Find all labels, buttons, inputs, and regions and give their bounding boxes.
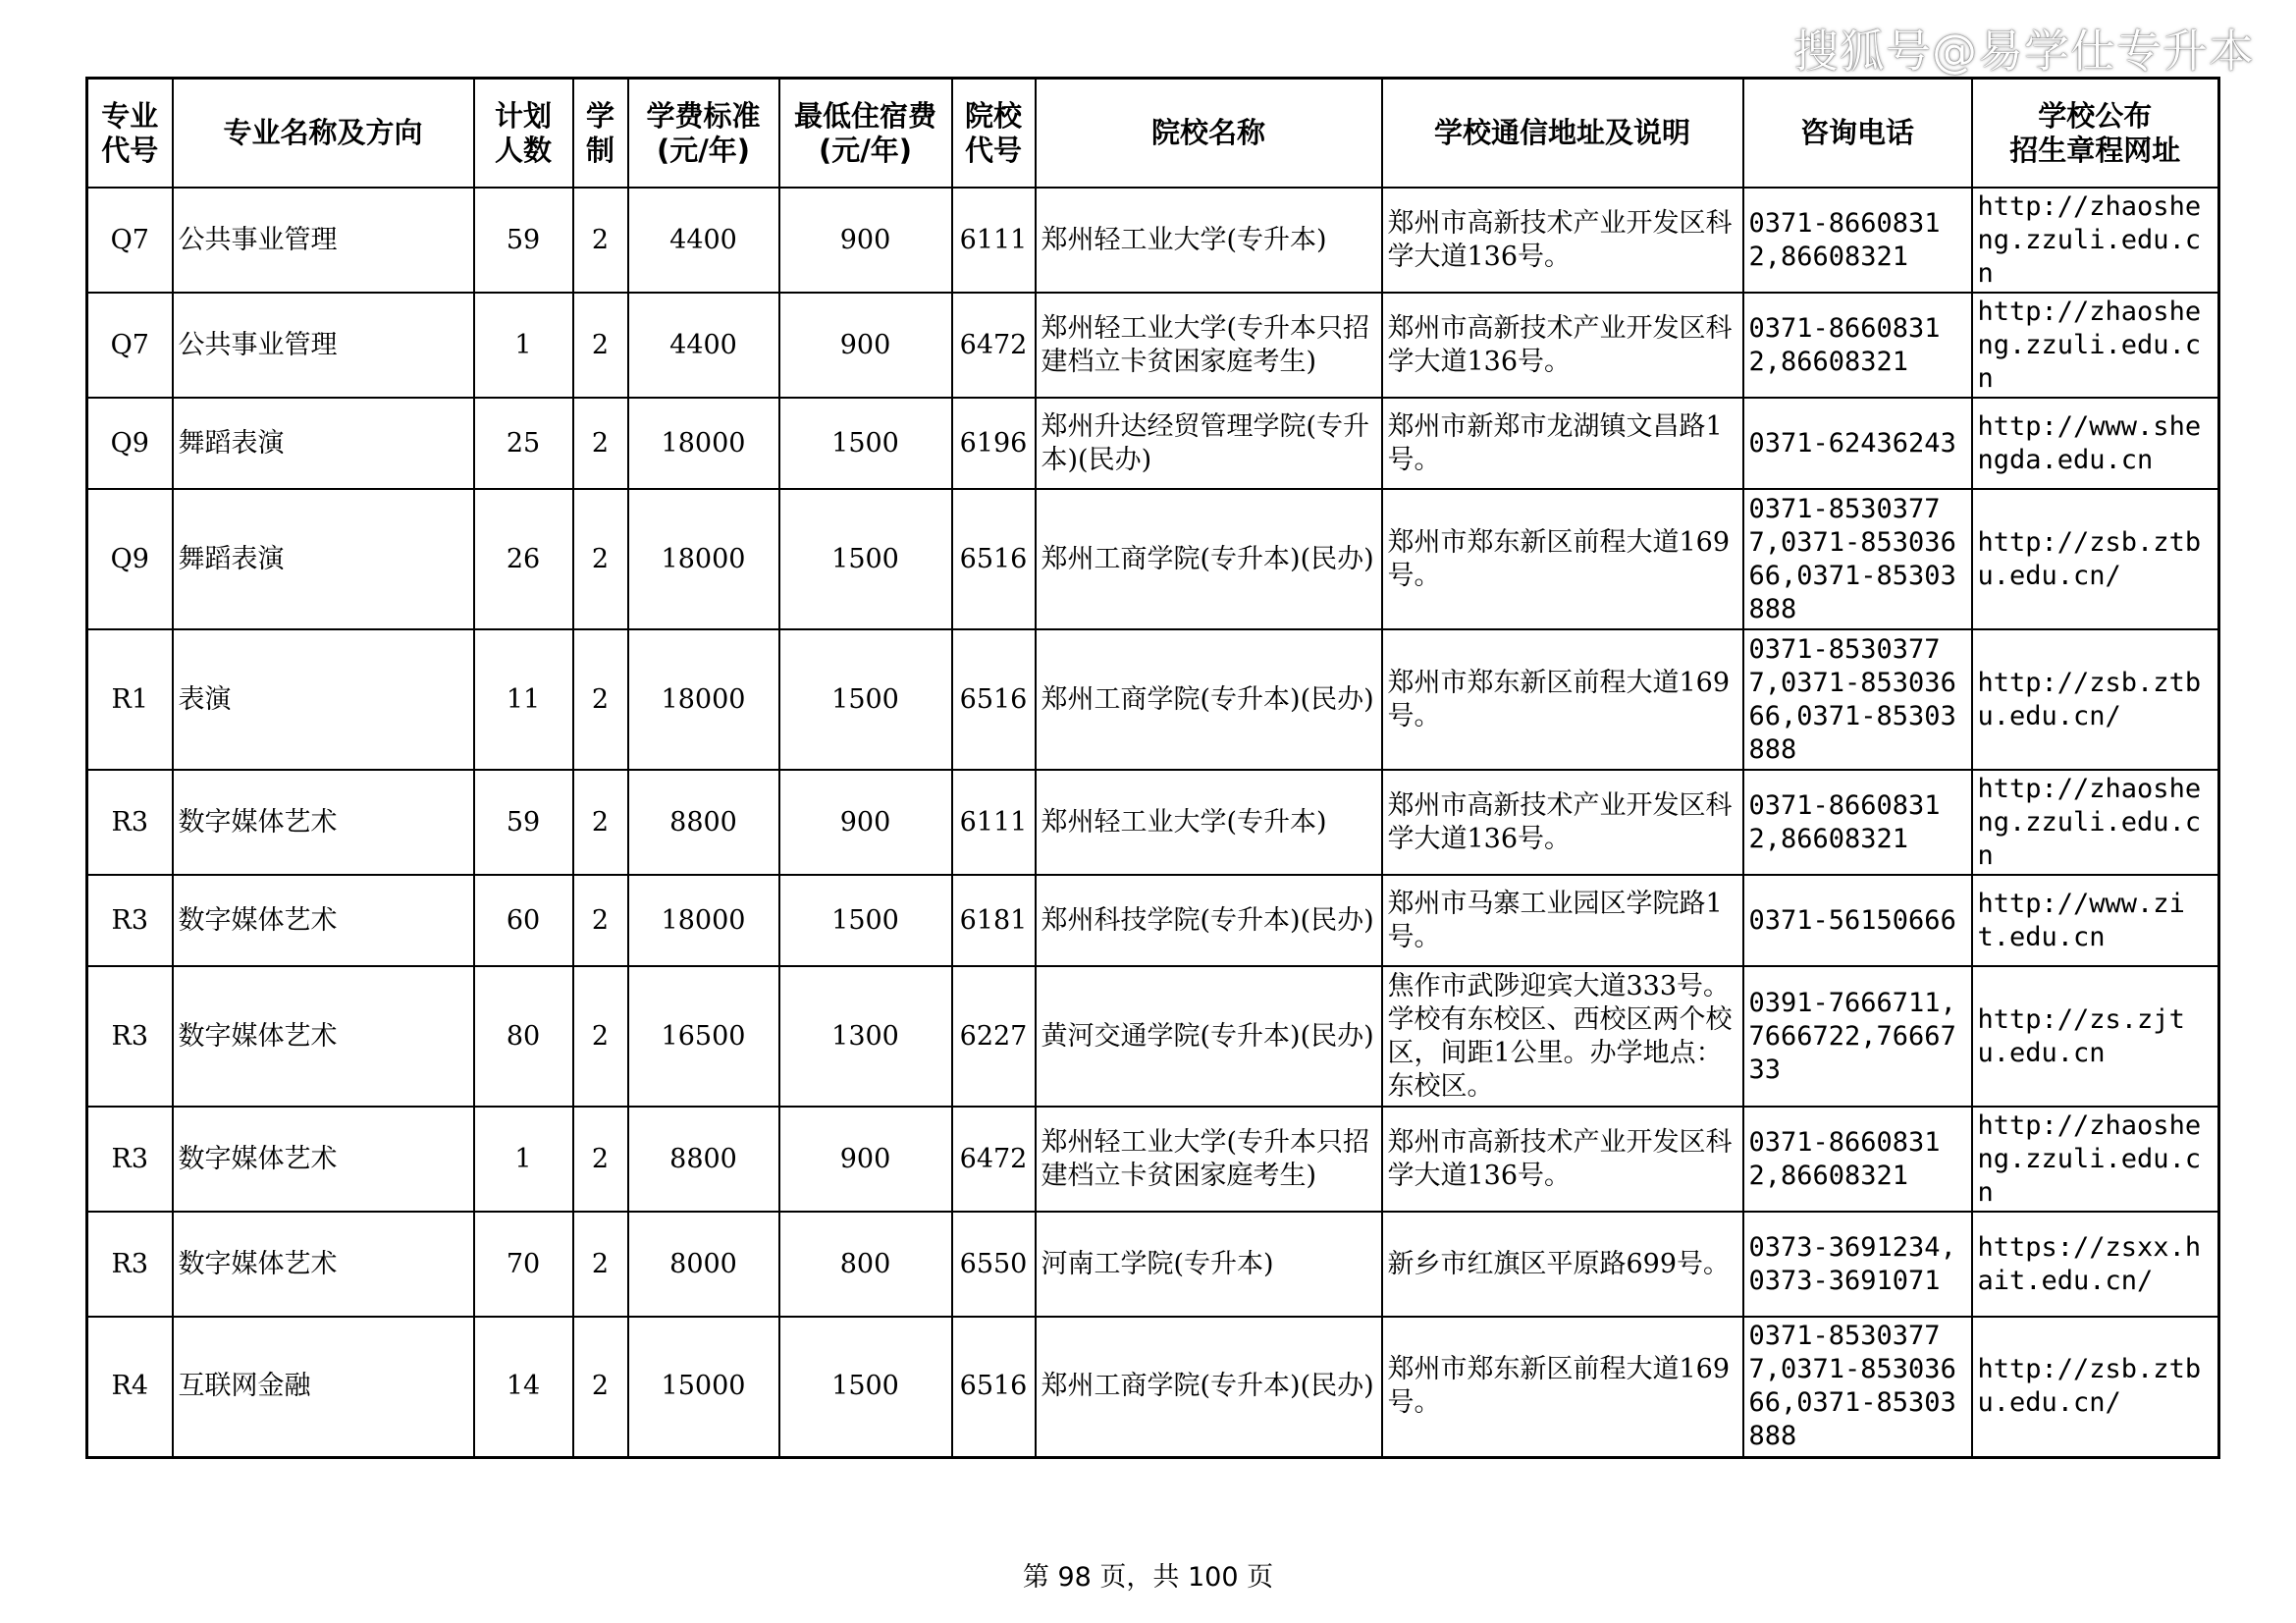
plan-count-cell: 11: [474, 629, 573, 770]
tuition-cell: 18000: [628, 875, 779, 966]
plan-count-cell: 59: [474, 770, 573, 875]
header-url: 学校公布 招生章程网址: [1972, 79, 2219, 189]
years-cell: 2: [573, 875, 628, 966]
plan-count-cell: 25: [474, 398, 573, 489]
tuition-cell: 8800: [628, 770, 779, 875]
tuition-cell: 18000: [628, 629, 779, 770]
phone-cell: 0391-7666711,7666722,7666733: [1743, 966, 1972, 1107]
plan-count-cell: 1: [474, 1107, 573, 1212]
table-row: [87, 966, 2219, 1107]
plan-count-cell: 59: [474, 188, 573, 293]
table-row: [87, 1212, 2219, 1317]
school-code-cell: 6472: [952, 293, 1036, 398]
table-row: [87, 489, 2219, 629]
major-code-cell: Q7: [87, 293, 173, 398]
url-cell: http://www.shengda.edu.cn: [1972, 398, 2219, 489]
table-row: [87, 293, 2219, 398]
plan-count-cell: 80: [474, 966, 573, 1107]
dorm-fee-cell: 1500: [779, 875, 952, 966]
tuition-cell: 18000: [628, 489, 779, 629]
major-code-cell: Q9: [87, 398, 173, 489]
school-name-cell: 黄河交通学院(专升本)(民办): [1036, 966, 1382, 1107]
enrollment-plan-table: [85, 77, 2220, 1459]
url-cell: http://zhaosheng.zzuli.edu.cn: [1972, 188, 2219, 293]
table-row: [87, 1317, 2219, 1457]
years-cell: 2: [573, 1107, 628, 1212]
plan-count-cell: 1: [474, 293, 573, 398]
years-cell: 2: [573, 966, 628, 1107]
major-name-cell: 数字媒体艺术: [173, 966, 474, 1107]
header-years: 学 制: [573, 79, 628, 189]
years-cell: 2: [573, 629, 628, 770]
years-cell: 2: [573, 293, 628, 398]
dorm-fee-cell: 1500: [779, 398, 952, 489]
tuition-cell: 8000: [628, 1212, 779, 1317]
address-cell: 焦作市武陟迎宾大道333号。学校有东校区、西校区两个校区，间距1公里。办学地点：东校区。: [1382, 966, 1743, 1107]
header-major-name: 专业名称及方向: [173, 79, 474, 189]
dorm-fee-cell: 900: [779, 1107, 952, 1212]
major-name-cell: 公共事业管理: [173, 293, 474, 398]
school-name-cell: 郑州轻工业大学(专升本): [1036, 188, 1382, 293]
tuition-cell: 4400: [628, 293, 779, 398]
major-name-cell: 表演: [173, 629, 474, 770]
major-code-cell: R3: [87, 1212, 173, 1317]
years-cell: 2: [573, 489, 628, 629]
phone-cell: 0371-86608312,86608321: [1743, 293, 1972, 398]
table-row: [87, 1107, 2219, 1212]
url-cell: http://zhaosheng.zzuli.edu.cn: [1972, 1107, 2219, 1212]
school-code-cell: 6516: [952, 489, 1036, 629]
address-cell: 郑州市高新技术产业开发区科学大道136号。: [1382, 1107, 1743, 1212]
major-name-cell: 舞蹈表演: [173, 489, 474, 629]
school-code-cell: 6111: [952, 188, 1036, 293]
address-cell: 郑州市高新技术产业开发区科学大道136号。: [1382, 293, 1743, 398]
url-cell: http://www.zit.edu.cn: [1972, 875, 2219, 966]
address-cell: 郑州市马寨工业园区学院路1号。: [1382, 875, 1743, 966]
school-code-cell: 6181: [952, 875, 1036, 966]
url-cell: http://zhaosheng.zzuli.edu.cn: [1972, 293, 2219, 398]
address-cell: 郑州市高新技术产业开发区科学大道136号。: [1382, 770, 1743, 875]
tuition-cell: 8800: [628, 1107, 779, 1212]
phone-cell: 0371-56150666: [1743, 875, 1972, 966]
major-name-cell: 公共事业管理: [173, 188, 474, 293]
plan-count-cell: 60: [474, 875, 573, 966]
url-cell: http://zhaosheng.zzuli.edu.cn: [1972, 770, 2219, 875]
years-cell: 2: [573, 1212, 628, 1317]
url-cell: http://zsb.ztbu.edu.cn/: [1972, 489, 2219, 629]
header-phone: 咨询电话: [1743, 79, 1972, 189]
phone-cell: 0371-86608312,86608321: [1743, 770, 1972, 875]
years-cell: 2: [573, 770, 628, 875]
school-name-cell: 郑州科技学院(专升本)(民办): [1036, 875, 1382, 966]
table-row: [87, 398, 2219, 489]
address-cell: 郑州市郑东新区前程大道169号。: [1382, 629, 1743, 770]
school-code-cell: 6196: [952, 398, 1036, 489]
major-name-cell: 数字媒体艺术: [173, 1212, 474, 1317]
phone-cell: 0373-3691234,0373-3691071: [1743, 1212, 1972, 1317]
phone-cell: 0371-85303777,0371-85303666,0371-85303888: [1743, 629, 1972, 770]
dorm-fee-cell: 1500: [779, 629, 952, 770]
dorm-fee-cell: 900: [779, 188, 952, 293]
major-name-cell: 互联网金融: [173, 1317, 474, 1457]
dorm-fee-cell: 900: [779, 770, 952, 875]
table-row: [87, 629, 2219, 770]
table-row: [87, 188, 2219, 293]
major-code-cell: R3: [87, 875, 173, 966]
school-name-cell: 郑州升达经贸管理学院(专升本)(民办): [1036, 398, 1382, 489]
tuition-cell: 4400: [628, 188, 779, 293]
tuition-cell: 15000: [628, 1317, 779, 1457]
school-name-cell: 郑州工商学院(专升本)(民办): [1036, 1317, 1382, 1457]
school-name-cell: 河南工学院(专升本): [1036, 1212, 1382, 1317]
phone-cell: 0371-85303777,0371-85303666,0371-85303888: [1743, 489, 1972, 629]
years-cell: 2: [573, 188, 628, 293]
school-name-cell: 郑州轻工业大学(专升本只招建档立卡贫困家庭考生): [1036, 1107, 1382, 1212]
address-cell: 郑州市郑东新区前程大道169号。: [1382, 489, 1743, 629]
phone-cell: 0371-86608312,86608321: [1743, 188, 1972, 293]
header-school-name: 院校名称: [1036, 79, 1382, 189]
school-code-cell: 6111: [952, 770, 1036, 875]
header-tuition: 学费标准 (元/年): [628, 79, 779, 189]
current-page-number: 98: [1057, 1562, 1092, 1593]
header-row: [87, 79, 2219, 189]
school-name-cell: 郑州轻工业大学(专升本只招建档立卡贫困家庭考生): [1036, 293, 1382, 398]
major-code-cell: R3: [87, 1107, 173, 1212]
major-name-cell: 数字媒体艺术: [173, 1107, 474, 1212]
major-code-cell: Q9: [87, 489, 173, 629]
url-cell: http://zsb.ztbu.edu.cn/: [1972, 629, 2219, 770]
table-row: [87, 875, 2219, 966]
address-cell: 郑州市郑东新区前程大道169号。: [1382, 1317, 1743, 1457]
major-code-cell: Q7: [87, 188, 173, 293]
url-cell: https://zsxx.hait.edu.cn/: [1972, 1212, 2219, 1317]
tuition-cell: 16500: [628, 966, 779, 1107]
plan-count-cell: 70: [474, 1212, 573, 1317]
dorm-fee-cell: 1500: [779, 1317, 952, 1457]
dorm-fee-cell: 1300: [779, 966, 952, 1107]
phone-cell: 0371-62436243: [1743, 398, 1972, 489]
dorm-fee-cell: 1500: [779, 489, 952, 629]
plan-count-cell: 26: [474, 489, 573, 629]
header-plan-count: 计划 人数: [474, 79, 573, 189]
major-code-cell: R1: [87, 629, 173, 770]
major-name-cell: 数字媒体艺术: [173, 875, 474, 966]
url-cell: http://zs.zjtu.edu.cn: [1972, 966, 2219, 1107]
phone-cell: 0371-85303777,0371-85303666,0371-85303888: [1743, 1317, 1972, 1457]
address-cell: 郑州市高新技术产业开发区科学大道136号。: [1382, 188, 1743, 293]
dorm-fee-cell: 900: [779, 293, 952, 398]
address-cell: 郑州市新郑市龙湖镇文昌路1号。: [1382, 398, 1743, 489]
header-dorm-fee: 最低住宿费 (元/年): [779, 79, 952, 189]
page-footer: 第 98 页，共 100 页: [1022, 1562, 1274, 1593]
tuition-cell: 18000: [628, 398, 779, 489]
table-row: [87, 770, 2219, 875]
school-code-cell: 6516: [952, 629, 1036, 770]
total-page-number: 100: [1187, 1562, 1239, 1593]
major-code-cell: R3: [87, 966, 173, 1107]
school-name-cell: 郑州轻工业大学(专升本): [1036, 770, 1382, 875]
school-code-cell: 6472: [952, 1107, 1036, 1212]
years-cell: 2: [573, 398, 628, 489]
major-name-cell: 数字媒体艺术: [173, 770, 474, 875]
phone-cell: 0371-86608312,86608321: [1743, 1107, 1972, 1212]
watermark: 搜狐号@易学仕专升本: [1793, 25, 2255, 78]
major-code-cell: R3: [87, 770, 173, 875]
major-name-cell: 舞蹈表演: [173, 398, 474, 489]
address-cell: 新乡市红旗区平原路699号。: [1382, 1212, 1743, 1317]
years-cell: 2: [573, 1317, 628, 1457]
school-code-cell: 6516: [952, 1317, 1036, 1457]
school-code-cell: 6227: [952, 966, 1036, 1107]
major-code-cell: R4: [87, 1317, 173, 1457]
school-name-cell: 郑州工商学院(专升本)(民办): [1036, 489, 1382, 629]
plan-count-cell: 14: [474, 1317, 573, 1457]
header-address: 学校通信地址及说明: [1382, 79, 1743, 189]
url-cell: http://zsb.ztbu.edu.cn/: [1972, 1317, 2219, 1457]
school-code-cell: 6550: [952, 1212, 1036, 1317]
dorm-fee-cell: 800: [779, 1212, 952, 1317]
header-school-code: 院校 代号: [952, 79, 1036, 189]
header-major-code: 专业 代号: [87, 79, 173, 189]
school-name-cell: 郑州工商学院(专升本)(民办): [1036, 629, 1382, 770]
